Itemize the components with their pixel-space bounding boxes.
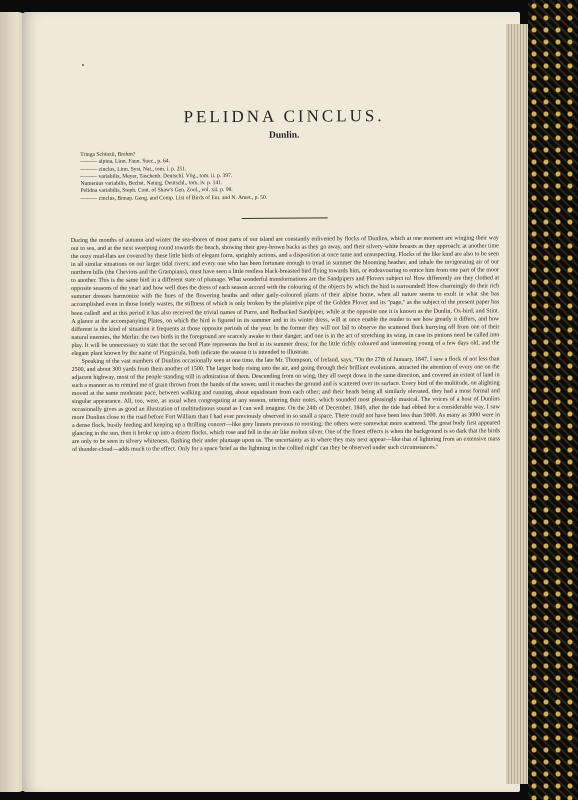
synonym-list — [80, 149, 498, 203]
synonym-line: Pelidna variabilis, Steph. Cont. of Shaw's Gen. Zool., vol. xii. p. 98. — [80, 187, 233, 195]
page-subtitle: Dunlin. — [268, 130, 300, 141]
synonym-line: Tringa Schinzii, Brehm? — [80, 151, 136, 158]
page-content — [70, 105, 500, 454]
synonym-line: ——— alpina, Linn. Faun. Suec., p. 64. — [80, 158, 171, 166]
synonym-line: ——— cinclus, Bonap. Geog. and Comp. List of Birds of Eur. and N. Amer., p. 50. — [80, 194, 268, 202]
page-title: PELIDNA CINCLUS. — [183, 106, 385, 127]
page-speck — [82, 64, 84, 66]
page-edges — [506, 24, 528, 784]
body-paragraph: During the months of autumn and winter the sea-shores of most parts of our island are constantly enlivened by flocks of Dunlins, which at one moment are winging their way out to sea, and at the next sweeping round towards the beach, showing their grey-brown backs as they go away, and their silvery-white breasts as they approach; at another time the oozy mud-flats are covered by these little birds of elegant form, sprightly actions, and a disposition at once tame and unsuspecting. Flocks of the like kind are also to be seen in all similar situations on our larger tidal rivers; and every one who has been fortunate enough to tread in summer the blooming heather, and inhale the invigorating air of our northern hills (the Cheviots and the Grampians), must have seen a little restless black-breasted bird flying towards him, or endeavouring to entice him from one part of the moor to another. This is the same bird in a different state of plumage. What wonderful transformations are the Sandpipers and Plovers subject to! How differently are they clothed at opposite seasons of the year! and how well does the dress of each season accord with the colouring of the objects by which the bird is surrounded! How charmingly do their rich summer dresses harmonize with the hues of the flowering heaths and other gaily-coloured plants of their alpine home, when all nature seems to exult in what she has accomplished even in those lonely wastes, the stillness of which is only broken by the plaintive pipe of the Golden Plover and its "page," as the subject of the present paper has been called! and at this period it has also received the trivial names of Purre, and Redbacked Sandpiper, while at the opposite one it is known as the Dunlin, Ox-bird, and Stint. A glance at the accompanying Plates, on which the bird is figured in its summer and in its winter dress, will at once enable the reader to see how greatly it differs, and how different is the kind of situation it frequents at those opposite periods of the year. In the former they will not fail to observe the scattered flock hurrying off from one of their natural enemies, the Merlin: the two birds in the foreground are scarcely awake to their danger; and one is in the act of stretching its wing, in case its pinions need be called into play. It will be unnecessary to state that the second Plate represents the bird in its summer dress; for the little richly coloured and interesting young of a few days old, and the elegant plant known by the name of Pinguicula, both indicate the season it is intended to illustrate. — [70, 235, 500, 357]
synonym-line: ——— cinclus, Linn. Syst. Nat., tom. i. p. 251. — [80, 165, 187, 173]
synonym-line: Numenius variabilis, Bechst. Naturg. Deutschl., tom. iv. p. 141. — [80, 180, 223, 188]
body-paragraph: Speaking of the vast numbers of Dunlins occasionally seen at one time, the late Mr. Thompson, of Ireland, says, "On the 27th of January, 1847, I saw a flock of not less than 2500, and about 300 yards from them another of 1500. The larger body rising into the air, and going through their brilliant evolutions, attracted the attention of every one on the adjacent highway, most of the people standing still in admiration of them. Descending from on wing, they all swept down in the same direction, and covered an extent of land in such a manner as to remind me of grain thrown from the hands of the sower, until it reaches the ground and is scattered over its surface. Every bird of the multitude, on alighting moved at the same moderate pace, between walking and running, about equidistant from each other; and their heads being all similarly elevated, they had a most formal and singular appearance. All, too, were, as usual when congregating at any season, uttering their notes, which sounded most pleasingly musical. The voices of a host of Dunlins occasionally gives as good an illustration of multitudinous sound as I can well imagine. On the 24th of December, 1849, after the tide had ebbed for a considerable way, I saw more Dunlins close to the road before Fort William than I had ever previously observed in so small a space. There could not have been less than 5000. As many as 3000 were in a dense flock, busily feeding and keeping up a thrilling concert—like grey linnets previous to roosting; the others were somewhat more scattered. The great body first appeared glancing in the sun, then it broke up into a dozen flocks, which rose and fell in the air like molten silver. One of the finest effects is when the background is so dark that the birds are only to be seen in silvery whiteness, flashing their under plumage upon us. The uncertainty as to where they may next appear—like that of lightning from an extensive mass of thunder-cloud—adds much to the effect. Only for a space 'brief as the lightning in the collied night' can they be observed under such circumstances." — [71, 356, 501, 454]
section-divider — [242, 218, 328, 220]
synonym-line: ——— variabilis, Meyer, Taschenb. Deutschl. Vög., tom. ii. p. 397. — [80, 172, 233, 180]
decorative-binding — [528, 0, 578, 800]
